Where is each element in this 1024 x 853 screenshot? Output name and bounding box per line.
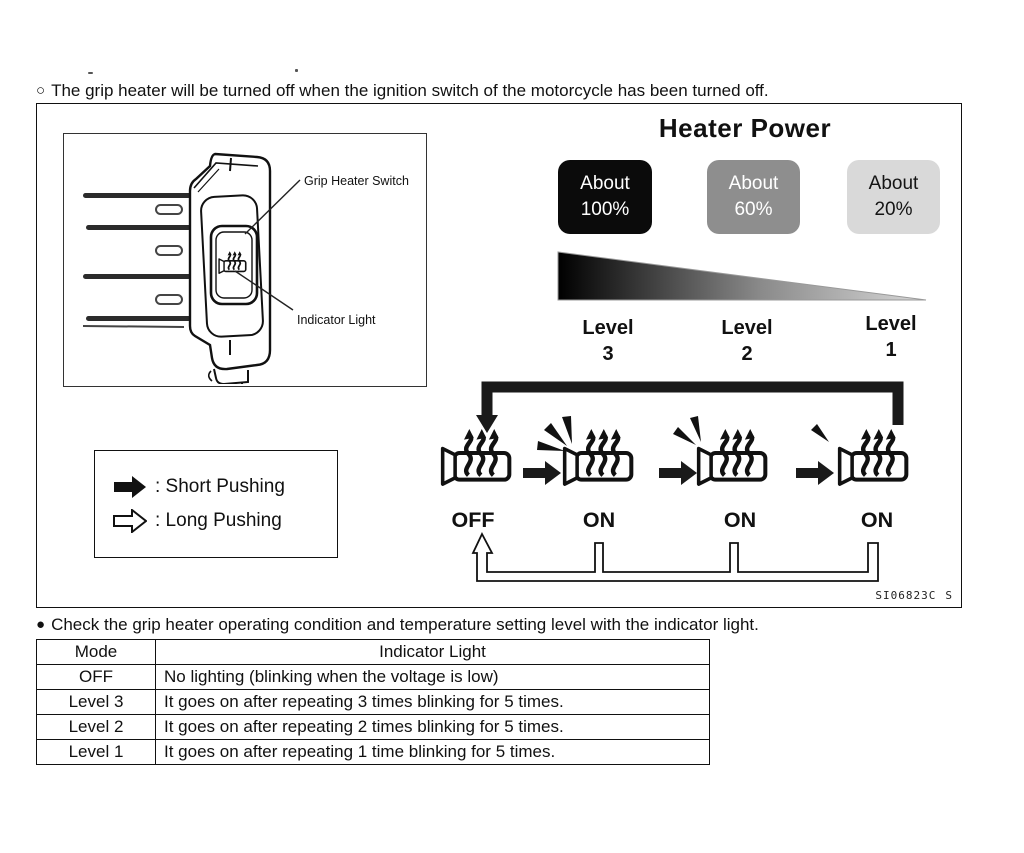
power-box-60 xyxy=(707,160,800,234)
header-mode: Mode xyxy=(37,640,156,665)
level-1-label xyxy=(846,311,936,363)
indicator-cell: It goes on after repeating 3 times blinking for 5 times. xyxy=(156,690,710,715)
scan-artifact xyxy=(88,72,93,74)
heater-icon-level3 xyxy=(565,429,632,484)
table-row xyxy=(37,665,710,690)
long-push-return-path xyxy=(473,534,878,581)
level-word: Level xyxy=(721,317,773,339)
mode-cell: OFF xyxy=(37,665,156,690)
dot-bullet-icon: ● xyxy=(36,616,46,633)
power-gradient-triangle xyxy=(556,246,932,304)
heater-icon-level2 xyxy=(699,429,766,484)
switch-flow-diagram xyxy=(440,375,960,587)
state-label-on-2: ON xyxy=(723,508,757,532)
heater-power-title: Heater Power xyxy=(658,113,832,143)
circle-bullet-icon: ○ xyxy=(36,82,46,99)
indicator-table xyxy=(36,639,710,765)
figure-code-number: SI06823C xyxy=(875,589,937,602)
switch-line-art xyxy=(64,134,424,384)
level-word: Level xyxy=(865,313,917,335)
legend-short-push xyxy=(113,475,337,499)
power-box-20 xyxy=(847,160,940,234)
table-row xyxy=(37,690,710,715)
legend-long-label: : Long Pushing xyxy=(155,510,282,531)
mode-cell: Level 3 xyxy=(37,690,156,715)
level-3-label xyxy=(563,315,653,367)
indicator-cell: It goes on after repeating 2 times blinking for 5 times. xyxy=(156,715,710,740)
check-note-text: Check the grip heater operating condition and temperature setting level with the indicator light. xyxy=(51,615,759,634)
solid-arrow-icon xyxy=(796,461,834,485)
hollow-arrow-icon xyxy=(113,509,147,533)
level-number: 2 xyxy=(741,343,753,365)
power-box-line2: 100% xyxy=(580,199,630,220)
level-word: Level xyxy=(582,317,634,339)
power-box-line1: About xyxy=(868,173,919,194)
mode-cell: Level 1 xyxy=(37,740,156,765)
grip-heater-button xyxy=(211,226,257,304)
power-box-line2: 60% xyxy=(734,199,773,220)
figure-code-suffix: S xyxy=(945,589,953,602)
level-2-label xyxy=(702,315,792,367)
figure-code xyxy=(848,589,953,602)
legend-long-push xyxy=(113,509,337,533)
check-note xyxy=(36,615,759,635)
scan-artifact xyxy=(295,69,298,72)
indicator-label: Indicator Light xyxy=(297,313,376,327)
heater-icon-level1 xyxy=(840,429,907,484)
blink-marks-1 xyxy=(811,424,829,442)
table-header-row xyxy=(37,640,710,665)
indicator-cell: It goes on after repeating 1 time blinking for 5 times. xyxy=(156,740,710,765)
switch-label: Grip Heater Switch xyxy=(304,174,409,188)
solid-arrow-icon xyxy=(113,475,147,499)
solid-arrow-icon xyxy=(659,461,697,485)
power-box-100 xyxy=(558,160,652,234)
power-box-line1: About xyxy=(580,173,630,194)
header-indicator-light: Indicator Light xyxy=(156,640,710,665)
level-number: 3 xyxy=(602,343,614,365)
push-legend xyxy=(94,450,338,558)
power-box-line2: 20% xyxy=(874,199,913,220)
top-note-text: The grip heater will be turned off when the ignition switch of the motorcycle has been turned off. xyxy=(51,81,769,100)
grip-ridges xyxy=(156,205,182,304)
legend-short-label: : Short Pushing xyxy=(155,476,285,497)
solid-arrow-icon xyxy=(523,461,561,485)
level-number: 1 xyxy=(885,339,897,361)
short-push-return-path xyxy=(476,387,898,433)
power-box-line1: About xyxy=(728,173,779,194)
state-label-on-3: ON xyxy=(582,508,616,532)
state-label-on-1: ON xyxy=(860,508,894,532)
indicator-cell: No lighting (blinking when the voltage is low) xyxy=(156,665,710,690)
state-label-off: OFF xyxy=(451,508,495,532)
heater-icon-off xyxy=(443,429,510,484)
table-row xyxy=(37,715,710,740)
switch-illustration xyxy=(63,133,427,387)
mode-cell: Level 2 xyxy=(37,715,156,740)
table-row xyxy=(37,740,710,765)
top-note xyxy=(36,81,769,101)
blink-marks-2 xyxy=(673,416,701,445)
blink-marks-3 xyxy=(537,416,572,451)
